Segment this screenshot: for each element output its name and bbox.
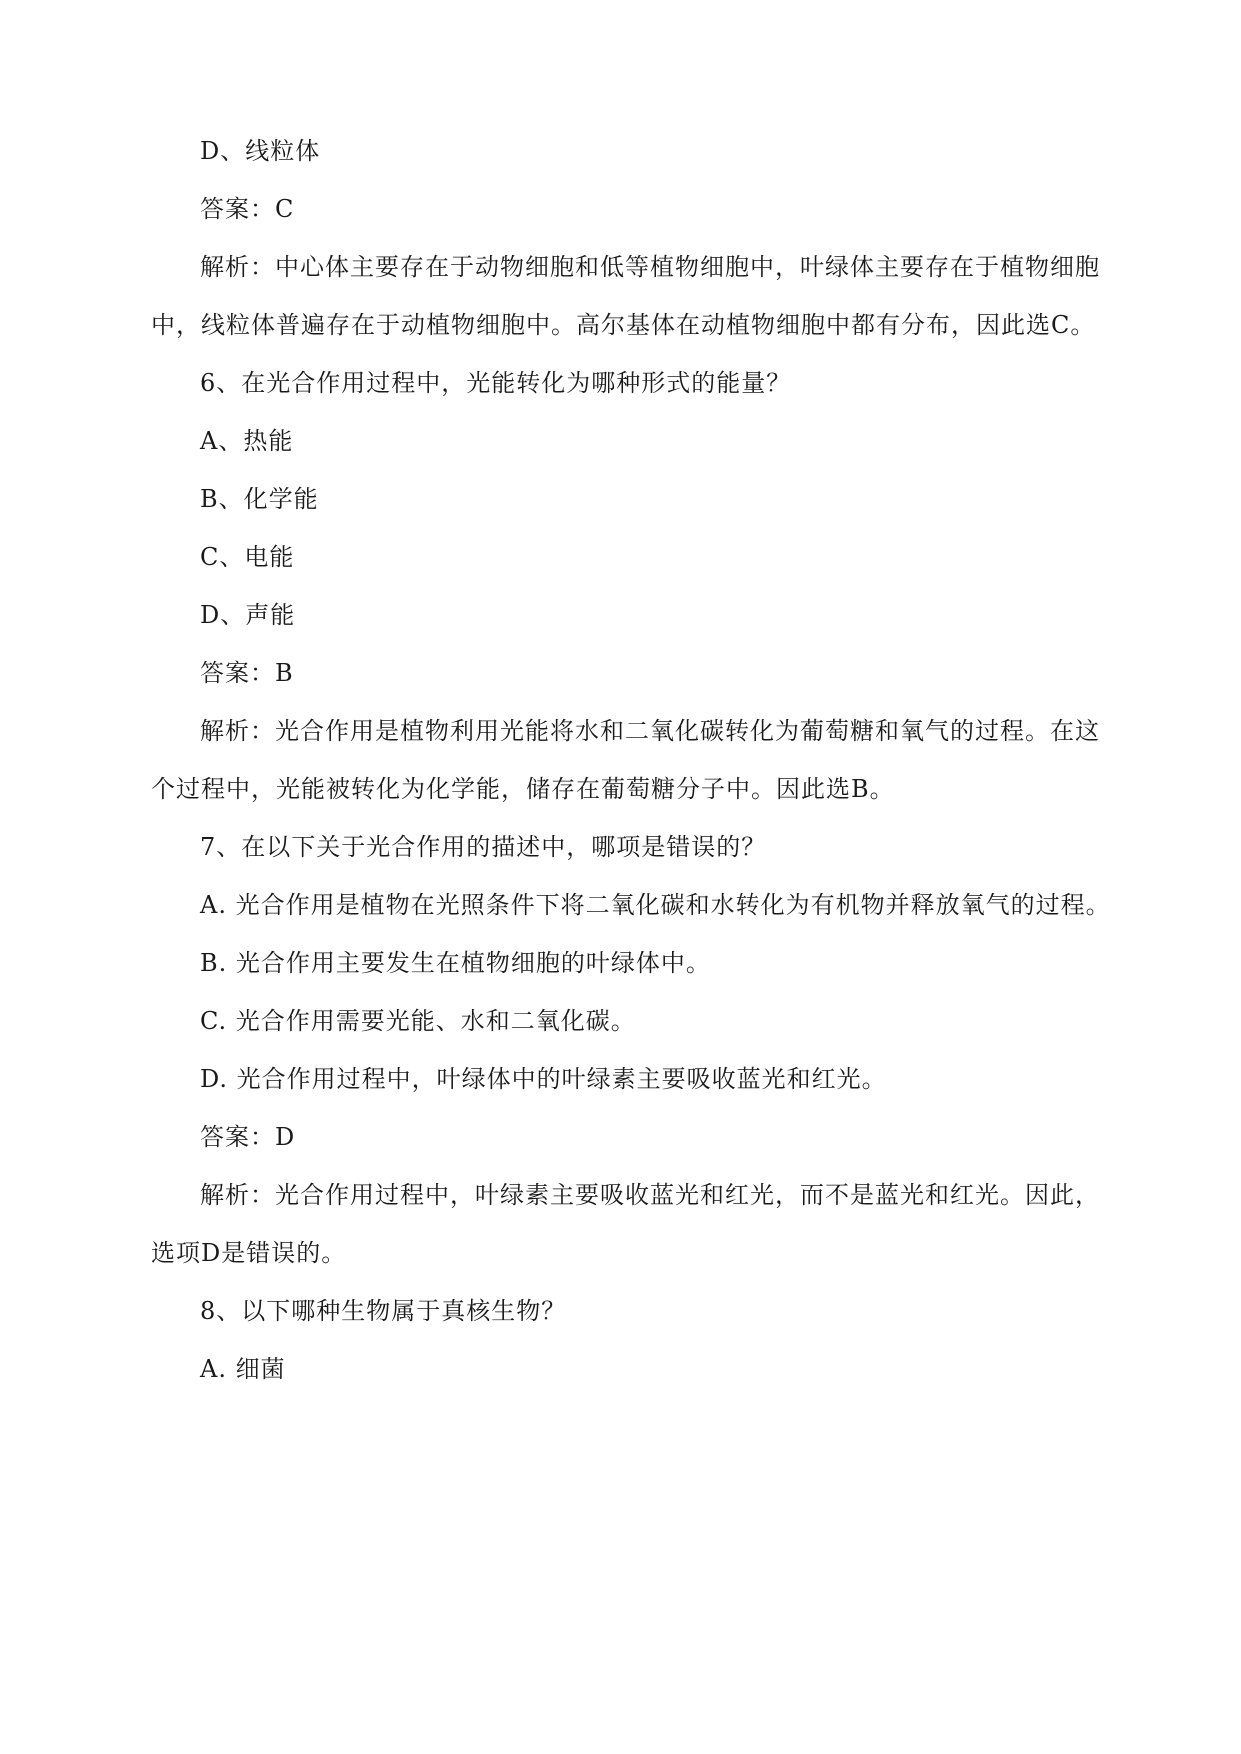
q6-option-a: A、热能 — [200, 427, 294, 455]
q6-option-d: D、声能 — [200, 601, 296, 629]
q6-option-b: B、化学能 — [200, 485, 319, 513]
q7-answer: 答案：D — [200, 1123, 296, 1151]
q7-question: 7、在以下关于光合作用的描述中，哪项是错误的？ — [200, 833, 767, 861]
q7-option-d: D. 光合作用过程中，叶绿体中的叶绿素主要吸收蓝光和红光。 — [200, 1065, 887, 1093]
q5-option-d: D、线粒体 — [200, 137, 321, 165]
q8-option-a: A. 细菌 — [200, 1355, 286, 1383]
q6-option-c: C、电能 — [200, 543, 295, 571]
q6-explanation-line1: 解析：光合作用是植物利用光能将水和二氧化碳转化为葡萄糖和氧气的过程。在这 — [200, 717, 1100, 745]
q7-option-a: A. 光合作用是植物在光照条件下将二氧化碳和水转化为有机物并释放氧气的过程。 — [200, 891, 1111, 919]
q5-explanation-line1: 解析：中心体主要存在于动物细胞和低等植物细胞中，叶绿体主要存在于植物细胞 — [200, 253, 1100, 281]
q5-explanation-line2: 中，线粒体普遍存在于动植物细胞中。高尔基体在动植物细胞中都有分布，因此选C。 — [151, 311, 1096, 339]
q7-option-c: C. 光合作用需要光能、水和二氧化碳。 — [200, 1007, 636, 1035]
q7-option-b: B. 光合作用主要发生在植物细胞的叶绿体中。 — [200, 949, 711, 977]
q8-question: 8、以下哪种生物属于真核生物？ — [200, 1297, 567, 1325]
q5-answer: 答案：C — [200, 195, 295, 223]
q6-question: 6、在光合作用过程中，光能转化为哪种形式的能量？ — [200, 369, 792, 397]
q6-answer: 答案：B — [200, 659, 294, 687]
q7-explanation-line2: 选项D是错误的。 — [151, 1239, 347, 1267]
q7-explanation-line1: 解析：光合作用过程中，叶绿素主要吸收蓝光和红光，而不是蓝光和红光。因此， — [200, 1181, 1100, 1209]
q6-explanation-line2: 个过程中，光能被转化为化学能，储存在葡萄糖分子中。因此选B。 — [151, 775, 895, 803]
